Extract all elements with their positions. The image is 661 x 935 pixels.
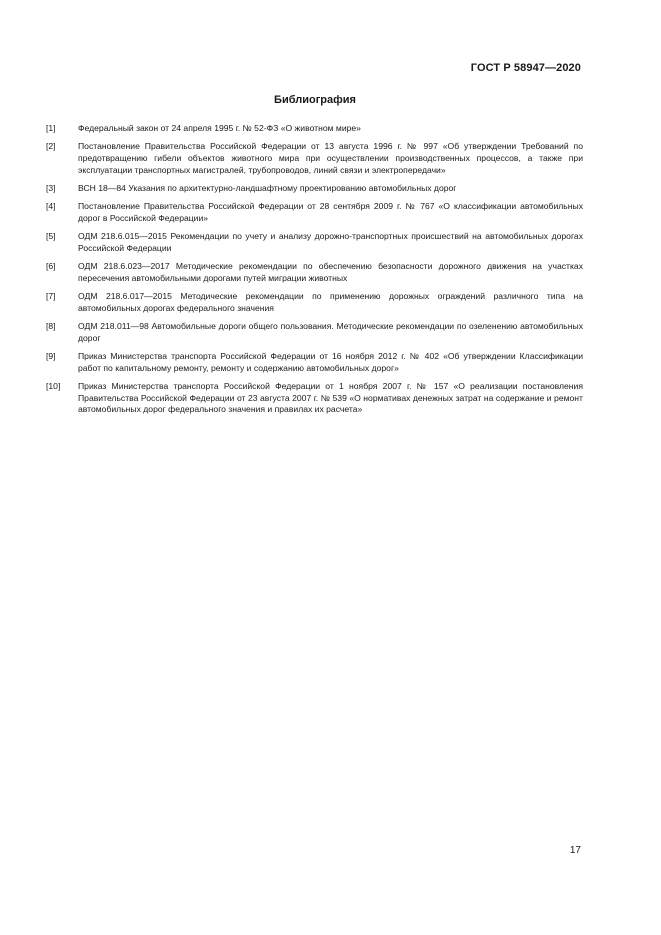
reference-number: [3] [46, 182, 56, 193]
reference-number: [7] [46, 291, 56, 302]
bibliography-entry [46, 231, 583, 254]
reference-number: [8] [46, 321, 56, 332]
bibliography-list [46, 123, 583, 423]
reference-text: ОДМ 218.6.017—2015 Методические рекомендации по применению дорожных ограждений различного типа на автомобильных дорогах федерального значения [78, 291, 583, 313]
reference-text: ОДМ 218.6.023—2017 Методические рекомендации по обеспечению безопасности дорожного движения на участках пересечения автомобильными дорогами путей миграции животных [78, 261, 583, 283]
reference-number: [1] [46, 123, 56, 133]
reference-text: ОДМ 218.6.015—2015 Рекомендации по учету и анализу дорожно-транспортных происшествий на автомобильных дорогах Российской Федерации [78, 231, 583, 253]
reference-number: [2] [46, 141, 56, 152]
bibliography-entry [46, 321, 583, 344]
bibliography-entry [46, 291, 583, 314]
reference-number: [4] [46, 201, 56, 212]
bibliography-entry [46, 381, 583, 416]
reference-text: Постановление Правительства Российской Федерации от 13 августа 1996 г. № 997 «Об утверждении Требований по предотвращению гибели объектов животного мира при осуществлении производственных процессов, а также при эксплуатации транспортных магистралей, трубопроводов, линий связи и электропередачи» [78, 141, 583, 175]
bibliography-entry [46, 123, 583, 135]
bibliography-entry [46, 261, 583, 284]
bibliography-entry [46, 141, 583, 176]
reference-number: [9] [46, 351, 56, 362]
reference-number: [6] [46, 261, 56, 272]
bibliography-entry [46, 201, 583, 224]
reference-text: Постановление Правительства Российской Федерации от 28 сентября 2009 г. № 767 «О классификации автомобильных дорог в Российской Федерации» [78, 201, 583, 223]
document-code: ГОСТ Р 58947—2020 [470, 62, 581, 74]
reference-text: Федеральный закон от 24 апреля 1995 г. № 52-ФЗ «О животном мире» [78, 123, 361, 133]
reference-text: ОДМ 218.011—98 Автомобильные дороги общего пользования. Методические рекомендации по озеленению автомобильных дорог [78, 321, 583, 343]
reference-number: [5] [46, 231, 56, 242]
bibliography-entry [46, 183, 583, 195]
reference-number: [10] [46, 381, 61, 392]
reference-text: Приказ Министерства транспорта Российской Федерации от 1 ноября 2007 г. № 157 «О реализации постановления Правительства Российской Федерации от 23 августа 2007 г. № 539 «О нормативах денежных затрат на содержание и ремонт автомобильных дорог федерального значения и правилах их расчета» [78, 381, 583, 415]
page-number: 17 [569, 845, 581, 856]
reference-text: Приказ Министерства транспорта Российской Федерации от 16 ноября 2012 г. № 402 «Об утверждении Классификации работ по капитальному ремонту, ремонту и содержанию автомобильных дорог» [78, 351, 583, 373]
bibliography-entry [46, 351, 583, 374]
section-title: Библиография [274, 94, 356, 106]
reference-text: ВСН 18—84 Указания по архитектурно-ландшафтному проектированию автомобильных дорог [78, 182, 457, 193]
